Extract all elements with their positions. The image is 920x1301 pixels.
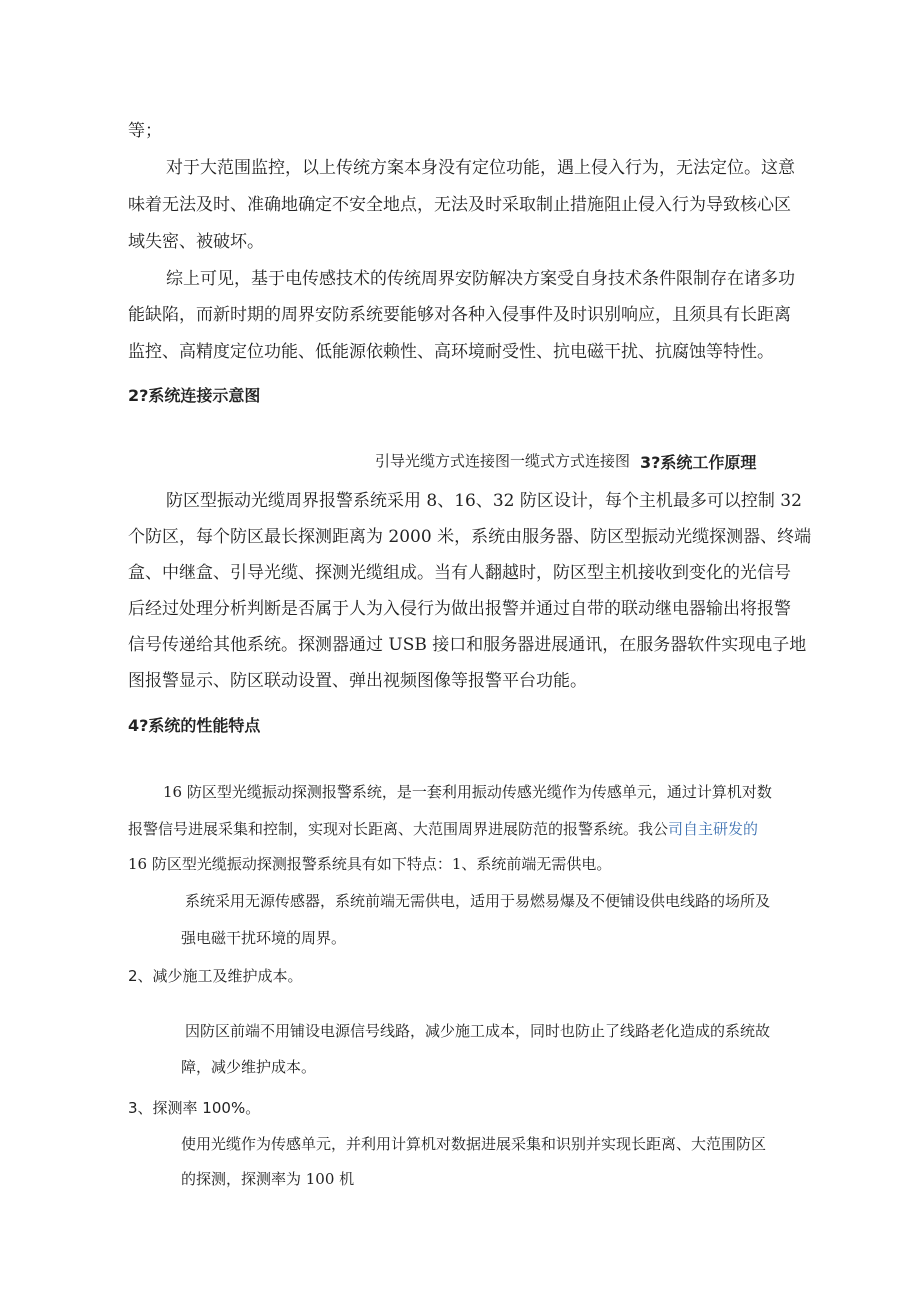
heading-performance-features: 4?系统的性能特点 [128,716,261,735]
principle-para-line-1: 防区型振动光缆周界报警系统采用 8、16、32 防区设计，每个主机最多可以控制 32 [166,491,802,511]
feature-intro-line-2 [128,818,758,839]
heading-feature-2: 2、减少施工及维护成本。 [128,967,303,985]
feature1-para-line-2: 强电磁干扰环境的周界。 [181,929,347,947]
summary-para-line-1: 综上可见，基于电传感技术的传统周界安防解决方案受自身技术条件限制存在诸多功 [166,269,795,289]
intro-end-text: 等； [128,121,162,141]
summary-para-line-3: 监控、高精度定位功能、低能源依赖性、高环境耐受性、抗电磁干扰、抗腐蚀等特性。 [128,342,774,362]
feature-intro-line-3: 16 防区型光缆振动探测报警系统具有如下特点：1、系统前端无需供电。 [128,855,612,873]
feature-intro-line-2-highlight: 司自主研发的 [668,820,759,838]
location-para-line-2: 味着无法及时、准确地确定不安全地点，无法及时采取制止措施阻止侵入行为导致核心区 [128,195,791,215]
feature2-para-line-2: 障，减少维护成本。 [181,1058,317,1076]
heading-feature-3: 3、探测率 100%。 [128,1099,261,1117]
location-para-line-3: 域失密、被破坏。 [128,232,264,252]
principle-para-line-2: 个防区，每个防区最长探测距离为 2000 米，系统由服务器、防区型振动光缆探测器、终端 [128,527,812,547]
principle-para-line-5: 信号传递给其他系统。探测器通过 USB 接口和服务器进展通讯，在服务器软件实现电子地 [128,635,807,655]
feature3-para-line-1: 使用光缆作为传感单元，并利用计算机对数据进展采集和识别并实现长距离、大范围防区 [181,1135,767,1153]
feature-intro-line-2-text: 报警信号进展采集和控制，实现对长距离、大范围周界进展防范的报警系统。我公 [128,820,669,838]
principle-para-line-6: 图报警显示、防区联动设置、弹出视频图像等报警平台功能。 [128,671,587,691]
figure-caption: 引导光缆方式连接图一缆式方式连接图 [375,452,631,470]
summary-para-line-2: 能缺陷，而新时期的周界安防系统要能够对各种入侵事件及时识别响应，且须具有长距离 [128,305,791,325]
feature1-para-line-1: 系统采用无源传感器，系统前端无需供电，适用于易燃易爆及不便铺设供电线路的场所及 [185,892,771,910]
feature2-para-line-1: 因防区前端不用铺设电源信号线路，减少施工成本，同时也防止了线路老化造成的系统故 [185,1022,771,1040]
location-para-line-1: 对于大范围监控，以上传统方案本身没有定位功能，遇上侵入行为，无法定位。这意 [166,158,795,178]
heading-connection-diagram: 2?系统连接示意图 [128,386,261,405]
heading-working-principle: 3?系统工作原理 [640,453,757,472]
feature-intro-line-1: 16 防区型光缆振动探测报警系统，是一套利用振动传感光缆作为传感单元，通过计算机对数 [163,783,772,801]
principle-para-line-4: 后经过处理分析判断是否属于人为入侵行为做出报警并通过自带的联动继电器输出将报警 [128,599,791,619]
principle-para-line-3: 盒、中继盒、引导光缆、探测光缆组成。当有人翻越时，防区型主机接收到变化的光信号 [128,563,791,583]
feature3-para-line-2: 的探测，探测率为 100 机 [181,1170,355,1188]
